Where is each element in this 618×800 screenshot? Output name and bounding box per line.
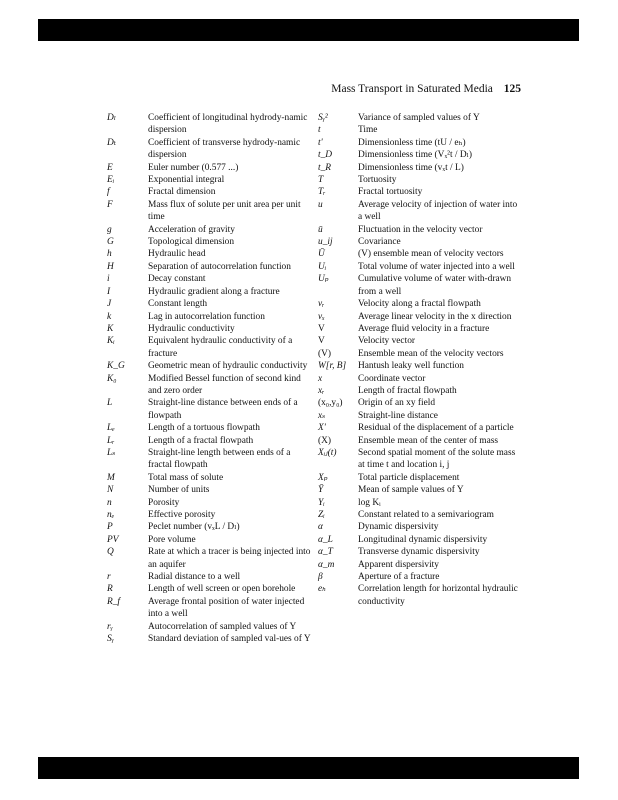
symbol-entry — [107, 323, 312, 335]
symbol: α_T — [318, 547, 333, 558]
symbol-definition: Ensemble mean of the velocity vectors — [358, 348, 504, 359]
symbol-entry — [318, 224, 523, 236]
symbol-entry — [318, 397, 523, 409]
symbol-entry — [318, 273, 523, 298]
symbol: eₕ — [318, 584, 327, 595]
symbol: t_D — [318, 150, 333, 161]
symbol-definition: Coefficient of transverse hydrody-namic dispersion — [148, 137, 301, 161]
symbol-definition: Length of well screen or open borehole — [148, 584, 296, 595]
symbol-definition: Topological dimension — [148, 237, 235, 248]
symbol: n — [107, 497, 112, 508]
symbol: (x₀,y₀) — [318, 398, 343, 409]
symbol-definition: Euler number (0.577 ...) — [148, 162, 239, 173]
symbol-definition: Fractal tortuosity — [358, 187, 423, 198]
symbol-definition: Fluctuation in the velocity vector — [358, 224, 483, 235]
symbol-entry — [107, 199, 312, 224]
symbol: Dₗ — [107, 113, 117, 123]
symbol: P — [107, 522, 113, 533]
symbol-entry — [107, 509, 312, 521]
symbol-entry — [107, 447, 312, 472]
symbol-entry — [318, 484, 523, 496]
symbol-definition: Velocity along a fractal flowpath — [358, 299, 481, 310]
symbol-definition: Cumulative volume of water with-drawn from a well — [358, 274, 512, 297]
symbol-entry — [107, 571, 312, 583]
symbol: f — [107, 187, 110, 198]
symbol: I — [107, 286, 111, 297]
symbol-definition: Average velocity of injection of water into a well — [358, 199, 518, 223]
symbol-definition: Coefficient of longitudinal hydrody-namic dispersion — [148, 113, 308, 136]
symbol: K — [107, 323, 114, 334]
symbol: Sᵧ — [107, 634, 114, 645]
symbol-definition: Porosity — [148, 497, 180, 508]
symbol: Tᵣ — [318, 187, 326, 198]
symbol-entry — [318, 162, 523, 174]
symbol-definition: Hydraulic conductivity — [148, 323, 235, 334]
symbol-definition: Straight-line length between ends of a fractal flowpath — [148, 447, 291, 471]
symbol: ū — [318, 224, 323, 235]
symbol-entry — [318, 124, 523, 136]
symbol-definition: Constant related to a semivariogram — [358, 510, 494, 520]
symbol-entry — [318, 509, 523, 521]
symbol-definition: Hydraulic head — [148, 249, 206, 260]
top-black-bar — [38, 19, 579, 41]
symbol-definition: Aperture of a fracture — [358, 572, 440, 583]
symbol: (X) — [318, 435, 332, 446]
symbol-definition: Length of fractal flowpath — [358, 385, 457, 396]
symbol-definition: Exponential integral — [148, 175, 225, 186]
symbol: Lₑ — [107, 423, 115, 434]
symbol: nₑ — [107, 510, 115, 520]
page-number: 125 — [503, 83, 521, 95]
symbol-entry — [318, 186, 523, 198]
symbol: Yᵢ — [318, 497, 325, 508]
symbol: Uᵢ — [318, 261, 327, 272]
symbol: Dₜ — [107, 137, 117, 148]
symbol: N — [107, 485, 114, 496]
symbol-entry — [107, 546, 312, 571]
symbol: rᵧ — [107, 621, 113, 632]
symbol: X' — [318, 423, 326, 434]
symbol-definition: Straight-line distance between ends of a flowpath — [148, 398, 298, 421]
symbol: PV — [107, 534, 119, 545]
symbol-entry — [318, 373, 523, 385]
symbol-definition: Total mass of solute — [148, 472, 224, 483]
symbol-entry — [318, 410, 523, 422]
bottom-black-bar — [38, 757, 579, 779]
symbol-entry — [107, 633, 312, 645]
symbol: H — [107, 261, 114, 272]
symbol-definition: Covariance — [358, 237, 401, 248]
symbol: t_R — [318, 162, 332, 173]
symbol: g — [107, 224, 112, 235]
symbol: t — [318, 125, 321, 136]
symbol: Lₛ — [107, 447, 116, 458]
symbol-definition: Dimensionless time (tU / eₕ) — [358, 137, 466, 148]
symbol-entry — [107, 621, 312, 633]
symbol: r — [107, 572, 111, 583]
symbol-definition: Fractal dimension — [148, 187, 216, 198]
symbol: Sᵧ² — [318, 113, 328, 123]
symbol-entry — [318, 137, 523, 149]
symbol-entry — [318, 385, 523, 397]
symbol: Ū — [318, 249, 325, 260]
symbol-definition: Peclet number (vₓL / Dₗ) — [148, 522, 240, 533]
symbol-entry — [318, 348, 523, 360]
symbol: J — [107, 299, 112, 310]
symbol-entry — [107, 248, 312, 260]
symbol-list-left — [107, 112, 312, 645]
symbol: F — [107, 199, 113, 210]
symbol-entry — [318, 472, 523, 484]
symbol-definition: Constant length — [148, 299, 208, 310]
symbol: Xᵢⱼ(t) — [318, 447, 337, 458]
symbol-definition: Straight-line distance — [358, 410, 438, 421]
symbol-entry — [107, 224, 312, 236]
symbol-entry — [318, 149, 523, 161]
running-title: Mass Transport in Saturated Media — [331, 83, 493, 95]
symbol-entry — [318, 583, 523, 608]
symbol-entry — [318, 534, 523, 546]
symbol: M — [107, 472, 115, 483]
symbol: k — [107, 311, 112, 322]
symbol-entry — [318, 248, 523, 260]
symbol-entry — [318, 199, 523, 224]
symbol: Q — [107, 547, 114, 558]
symbol-definition: Effective porosity — [148, 510, 216, 520]
symbol-definition: Average frontal position of water injected into a well — [148, 596, 305, 620]
symbol-entry — [107, 521, 312, 533]
symbol-entry — [318, 435, 523, 447]
symbol: V — [318, 323, 325, 334]
symbol: xₛ — [318, 410, 326, 421]
symbol-entry — [107, 472, 312, 484]
symbol-definition: Mean of sample values of Y — [358, 485, 464, 496]
symbol-entry — [107, 422, 312, 434]
symbol: Ȳ — [318, 485, 324, 496]
symbol: Eᵢ — [107, 175, 115, 186]
symbol-list-right — [318, 112, 523, 608]
symbol-entry — [318, 311, 523, 323]
symbol: α_L — [318, 534, 333, 545]
symbol-entry — [107, 137, 312, 162]
symbol-definition: (V) ensemble mean of velocity vectors — [358, 249, 504, 260]
symbol-definition: Average linear velocity in the x direction — [358, 311, 512, 322]
symbol-entry — [107, 273, 312, 285]
symbol-entry — [107, 373, 312, 398]
symbol-definition: Average fluid velocity in a fracture — [358, 323, 490, 334]
symbol-entry — [318, 360, 523, 372]
symbol: xᵣ — [318, 385, 325, 396]
symbol-definition: Second spatial moment of the solute mass at time t and location i, j — [358, 447, 516, 471]
symbol-definition: Decay constant — [148, 274, 206, 285]
symbol: β — [318, 572, 323, 583]
symbol-entry — [107, 360, 312, 372]
symbol-entry — [318, 497, 523, 509]
symbol-definition: Lag in autocorrelation function — [148, 311, 265, 322]
symbol-definition: Hantush leaky well function — [358, 361, 464, 372]
symbol-entry — [318, 323, 523, 335]
symbol: V — [318, 336, 325, 347]
symbol-entry — [107, 397, 312, 422]
symbol-entry — [318, 546, 523, 558]
symbol-definition: Length of a tortuous flowpath — [148, 423, 260, 434]
symbol: W[r, B] — [318, 361, 347, 372]
symbol-definition: Tortuosity — [358, 175, 397, 186]
symbol-entry — [318, 571, 523, 583]
symbol-definition: Ensemble mean of the center of mass — [358, 435, 499, 446]
symbol-entry — [107, 596, 312, 621]
symbol-entry — [107, 112, 312, 137]
symbol-definition: Standard deviation of sampled val-ues of Y — [148, 634, 311, 645]
symbol: (V) — [318, 348, 332, 359]
symbol-definition: Residual of the displacement of a particle — [358, 423, 514, 434]
symbol-entry — [318, 112, 523, 124]
symbol-definition: Coordinate vector — [358, 373, 426, 384]
symbol: L — [107, 398, 113, 409]
symbol-definition: Correlation length for horizontal hydraulic conductivity — [358, 584, 518, 607]
symbol: K₀ — [107, 373, 117, 384]
symbol-entry — [318, 261, 523, 273]
symbol-entry — [107, 335, 312, 360]
symbol: t' — [318, 137, 323, 148]
symbol-entry — [107, 435, 312, 447]
symbol-entry — [318, 521, 523, 533]
symbol-entry — [318, 422, 523, 434]
symbol: u_ij — [318, 237, 333, 248]
symbol-definition: Number of units — [148, 485, 210, 496]
symbol-definition: Rate at which a tracer is being injected into an aquifer — [148, 547, 311, 570]
symbol: T — [318, 175, 324, 186]
symbol: vₓ — [318, 311, 325, 322]
symbol-entry — [107, 311, 312, 323]
symbol-entry — [318, 236, 523, 248]
running-header — [331, 83, 521, 95]
symbol-definition: Variance of sampled values of Y — [358, 113, 480, 123]
symbol: h — [107, 249, 112, 260]
symbol-entry — [107, 186, 312, 198]
symbol-definition: Equivalent hydraulic conductivity of a fracture — [148, 336, 293, 359]
symbol: i — [107, 274, 110, 285]
symbol-definition: Pore volume — [148, 534, 196, 545]
symbol: Xₚ — [318, 472, 328, 483]
symbol-definition: Dynamic dispersivity — [358, 522, 439, 533]
symbol: Zᵢ — [318, 510, 325, 520]
symbol: R_f — [107, 596, 121, 607]
symbol-entry — [107, 261, 312, 273]
symbol-definition: Modified Bessel function of second kind and zero order — [148, 373, 301, 396]
symbol-definition: Autocorrelation of sampled values of Y — [148, 621, 297, 632]
symbol-entry — [107, 286, 312, 298]
symbol-entry — [107, 298, 312, 310]
symbol: Kᵢ — [107, 336, 115, 347]
symbol: α — [318, 522, 323, 533]
symbol-entry — [318, 447, 523, 472]
symbol: α_m — [318, 559, 335, 570]
symbol-entry — [107, 534, 312, 546]
symbol-definition: log Kᵢ — [358, 497, 381, 508]
symbol: G — [107, 237, 114, 248]
symbol-entry — [107, 162, 312, 174]
symbol-definition: Separation of autocorrelation function — [148, 261, 291, 272]
symbol-entry — [318, 559, 523, 571]
symbol-definition: Longitudinal dynamic dispersivity — [358, 534, 488, 545]
symbol-definition: Total volume of water injected into a well — [358, 261, 515, 272]
symbol: Uₚ — [318, 274, 329, 285]
symbol-definition: Dimensionless time (Vₓ²t / Dₗ) — [358, 150, 473, 161]
symbol-entry — [318, 298, 523, 310]
symbol-entry — [107, 484, 312, 496]
symbol-definition: Origin of an xy field — [358, 398, 436, 409]
symbol: u — [318, 199, 323, 210]
symbol-definition: Total particle displacement — [358, 472, 460, 483]
symbol: Lᵣ — [107, 435, 115, 446]
symbol-definition: Velocity vector — [358, 336, 416, 347]
symbol: E — [107, 162, 113, 173]
symbol-entry — [318, 174, 523, 186]
symbol-definition: Hydraulic gradient along a fracture — [148, 286, 280, 297]
symbol-entry — [107, 497, 312, 509]
symbol: R — [107, 584, 113, 595]
symbol-definition: Apparent dispersivity — [358, 559, 439, 570]
symbol: K_G — [107, 361, 125, 372]
symbol-definition: Dimensionless time (vₓt / L) — [358, 162, 464, 173]
symbol-definition: Transverse dynamic dispersivity — [358, 547, 480, 558]
symbol-definition: Radial distance to a well — [148, 572, 241, 583]
symbol-entry — [107, 236, 312, 248]
symbol-definition: Geometric mean of hydraulic conductivity — [148, 361, 308, 372]
symbol: x — [318, 373, 323, 384]
symbol-definition: Time — [358, 125, 378, 136]
symbol-entry — [318, 335, 523, 347]
symbol: vᵣ — [318, 299, 325, 310]
symbol-definition: Length of a fractal flowpath — [148, 435, 254, 446]
symbol-entry — [107, 174, 312, 186]
symbol-entry — [107, 583, 312, 595]
symbol-definition: Mass flux of solute per unit area per unit time — [148, 199, 301, 223]
symbol-definition: Acceleration of gravity — [148, 224, 235, 235]
